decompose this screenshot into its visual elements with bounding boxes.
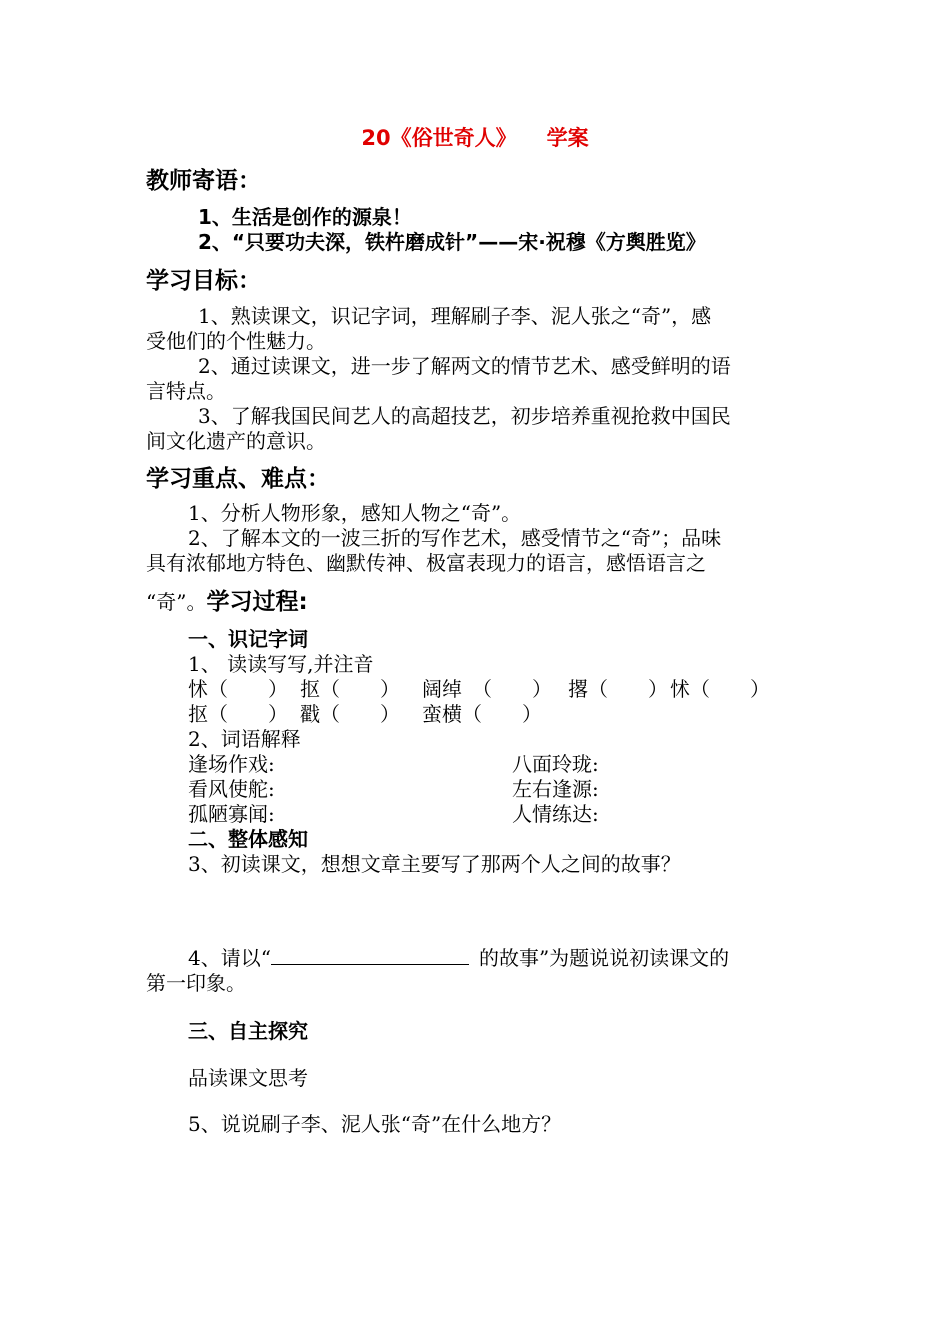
goal-2-line-1: 2、通过读课文，进一步了解两文的情节艺术、感受鲜明的语	[198, 354, 731, 378]
pinyin-item-3: 阔绰 （ ）	[422, 677, 552, 701]
pinyin-item-2: 抠（ ）	[300, 677, 400, 701]
pinyin-item-1: 怵（ ）	[188, 677, 288, 701]
goal-2-line-2: 言特点。	[146, 379, 226, 403]
subheading-memorize-words: 一、识记字词	[188, 627, 308, 651]
key-point-2-line-2: 具有浓郁地方特色、幽默传神、极富表现力的语言，感悟语言之	[146, 551, 706, 575]
goal-3-line-2: 间文化遗产的意识。	[146, 429, 326, 453]
term-5: 孤陋寡闻:	[188, 802, 275, 826]
term-1: 逢场作戏:	[188, 752, 275, 776]
pinyin-item-4: 撂（ ）	[568, 677, 668, 701]
subheading-self-exploration: 三、自主探究	[188, 1019, 308, 1043]
teacher-message-2: 2、“只要功夫深，铁杵磨成针”——宋·祝穆《方舆胜览》	[198, 230, 706, 254]
heading-key-points: 学习重点、难点：	[146, 466, 330, 492]
key-point-1: 1、分析人物形象，感知人物之“奇”。	[188, 501, 522, 525]
pinyin-item-7: 戳（ ）	[300, 702, 400, 726]
heading-learning-goals: 学习目标：	[146, 268, 261, 294]
document-title: 20《俗世奇人》 学案	[361, 126, 589, 150]
reading-prompt: 品读课文思考	[188, 1066, 308, 1090]
pinyin-item-8: 蛮横（ ）	[422, 702, 542, 726]
heading-learning-process: 学习过程:	[206, 589, 308, 615]
question-4-line-1: 4、请以“ 的故事”为题说说初读课文的	[188, 946, 730, 970]
subheading-overall-perception: 二、整体感知	[188, 827, 308, 851]
goal-3-line-1: 3、了解我国民间艺人的高超技艺，初步培养重视抢救中国民	[198, 404, 731, 428]
task-2-label: 2、词语解释	[188, 727, 301, 751]
question-3: 3、初读课文，想想文章主要写了那两个人之间的故事？	[188, 852, 681, 876]
key-point-2-line-1: 2、了解本文的一波三折的写作艺术，感受情节之“奇”；品味	[188, 526, 722, 550]
heading-teacher-message: 教师寄语：	[146, 168, 261, 194]
teacher-message-1: 1、生活是创作的源泉！	[198, 205, 412, 229]
term-6: 人情练达:	[512, 802, 599, 826]
goal-1-line-1: 1、熟读课文，识记字词，理解刷子李、泥人张之“奇”，感	[198, 304, 712, 328]
task-1-label: 1、 读读写写,并注音	[188, 652, 374, 676]
question-4-line-2: 第一印象。	[146, 971, 246, 995]
term-4: 左右逢源:	[512, 777, 599, 801]
question-5: 5、说说刷子李、泥人张“奇”在什么地方？	[188, 1112, 562, 1136]
pinyin-item-6: 抠（ ）	[188, 702, 288, 726]
pinyin-item-5: 怵（ ）	[670, 677, 770, 701]
term-2: 八面玲珑:	[512, 752, 599, 776]
key-point-2-line-3: “奇”。学习过程:	[146, 589, 308, 615]
term-3: 看风使舵:	[188, 777, 275, 801]
goal-1-line-2: 受他们的个性魅力。	[146, 329, 326, 353]
answer-blank[interactable]	[271, 946, 469, 965]
